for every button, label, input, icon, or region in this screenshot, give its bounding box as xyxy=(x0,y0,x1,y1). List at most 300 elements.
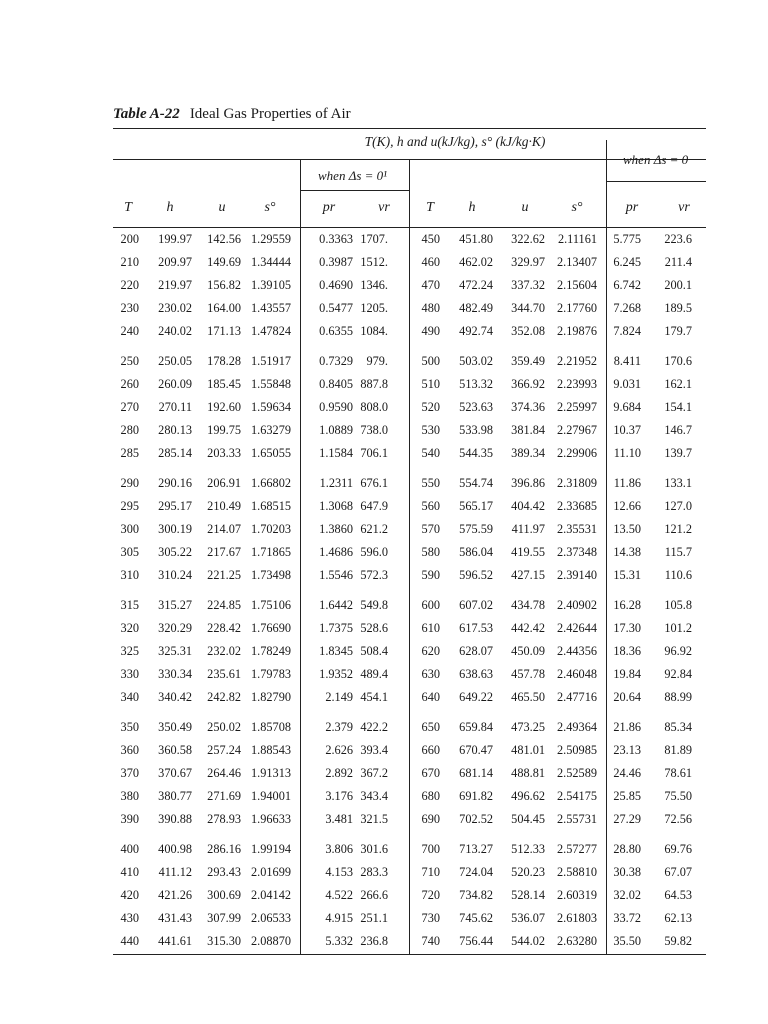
units-caption: T(K), h and u(kJ/kg), s° (kJ/kg·K) xyxy=(364,134,546,149)
table-row xyxy=(0,908,768,931)
cell-left-vr: 808.0 xyxy=(360,400,388,414)
cell-left-h: 330.34 xyxy=(158,667,192,681)
cell-left-h: 310.24 xyxy=(158,568,192,582)
cell-left-t: 300 xyxy=(120,522,139,536)
cell-left-t: 230 xyxy=(120,301,139,315)
cell-right-t: 590 xyxy=(421,568,440,582)
cell-right-pr: 33.72 xyxy=(613,911,641,925)
cell-right-h: 649.22 xyxy=(459,690,493,704)
cell-right-h: 523.63 xyxy=(459,400,493,414)
cell-left-pr: 1.6442 xyxy=(319,598,353,612)
cell-right-t: 650 xyxy=(421,720,440,734)
cell-left-t: 280 xyxy=(120,423,139,437)
cell-right-s: 2.13407 xyxy=(557,255,597,269)
cell-right-pr: 11.86 xyxy=(613,476,641,490)
cell-right-u: 329.97 xyxy=(511,255,545,269)
row-group xyxy=(0,717,768,839)
cell-left-vr: 266.6 xyxy=(360,888,388,902)
cell-left-u: 224.85 xyxy=(207,598,241,612)
cell-right-pr: 13.50 xyxy=(613,522,641,536)
cell-right-u: 389.34 xyxy=(511,446,545,460)
cell-left-t: 200 xyxy=(120,232,139,246)
cell-left-h: 260.09 xyxy=(158,377,192,391)
cell-left-s: 1.66802 xyxy=(251,476,291,490)
cell-left-t: 380 xyxy=(120,789,139,803)
cell-right-u: 512.33 xyxy=(511,842,545,856)
cell-left-u: 214.07 xyxy=(207,522,241,536)
row-group xyxy=(0,229,768,351)
cell-left-u: 199.75 xyxy=(207,423,241,437)
cell-left-pr: 1.5546 xyxy=(319,568,353,582)
cell-right-pr: 27.29 xyxy=(613,812,641,826)
cell-left-u: 300.69 xyxy=(207,888,241,902)
cell-right-pr: 23.13 xyxy=(613,743,641,757)
cell-left-vr: 572.3 xyxy=(360,568,388,582)
table-number: Table A-22 xyxy=(113,106,180,122)
cell-right-vr: 81.89 xyxy=(664,743,692,757)
cell-right-s: 2.61803 xyxy=(557,911,597,925)
cell-right-u: 520.23 xyxy=(511,865,545,879)
cell-right-h: 472.24 xyxy=(459,278,493,292)
cell-left-u: 293.43 xyxy=(207,865,241,879)
cell-left-vr: 236.8 xyxy=(360,934,388,948)
cell-left-t: 250 xyxy=(120,354,139,368)
table-row xyxy=(0,351,768,374)
table-row xyxy=(0,542,768,565)
cell-left-h: 285.14 xyxy=(158,446,192,460)
cell-left-h: 411.12 xyxy=(158,865,192,879)
table-row xyxy=(0,740,768,763)
cell-left-t: 220 xyxy=(120,278,139,292)
cell-left-h: 320.29 xyxy=(158,621,192,635)
cell-left-u: 250.02 xyxy=(207,720,241,734)
cell-left-t: 290 xyxy=(120,476,139,490)
cell-left-vr: 647.9 xyxy=(360,499,388,513)
cell-right-t: 610 xyxy=(421,621,440,635)
cell-left-t: 210 xyxy=(120,255,139,269)
cell-right-vr: 170.6 xyxy=(664,354,692,368)
cell-right-s: 2.33685 xyxy=(557,499,597,513)
cell-left-t: 295 xyxy=(120,499,139,513)
cell-left-s: 1.76690 xyxy=(251,621,291,635)
cell-right-pr: 14.38 xyxy=(613,545,641,559)
cell-left-t: 310 xyxy=(120,568,139,582)
cell-left-h: 270.11 xyxy=(158,400,192,414)
cell-right-t: 620 xyxy=(421,644,440,658)
cell-right-t: 740 xyxy=(421,934,440,948)
cell-right-h: 638.63 xyxy=(459,667,493,681)
cell-left-s: 1.70203 xyxy=(251,522,291,536)
cell-right-s: 2.21952 xyxy=(557,354,597,368)
cell-right-t: 670 xyxy=(421,766,440,780)
cell-right-h: 670.47 xyxy=(459,743,493,757)
cell-right-vr: 127.0 xyxy=(664,499,692,513)
table-name: Ideal Gas Properties of Air xyxy=(189,106,351,122)
cell-left-t: 320 xyxy=(120,621,139,635)
cell-right-pr: 16.28 xyxy=(613,598,641,612)
cell-right-pr: 17.30 xyxy=(613,621,641,635)
cell-left-s: 1.47824 xyxy=(251,324,291,338)
col-head-u-right: u xyxy=(521,200,529,215)
cell-left-u: 171.13 xyxy=(207,324,241,338)
cell-right-pr: 30.38 xyxy=(613,865,641,879)
cell-right-s: 2.57277 xyxy=(557,842,597,856)
cell-right-u: 337.32 xyxy=(511,278,545,292)
cell-left-pr: 2.379 xyxy=(325,720,353,734)
cell-right-s: 2.11161 xyxy=(557,232,597,246)
cell-right-u: 488.81 xyxy=(511,766,545,780)
cell-left-t: 240 xyxy=(120,324,139,338)
cell-left-u: 242.82 xyxy=(207,690,241,704)
cell-left-h: 360.58 xyxy=(158,743,192,757)
cell-right-vr: 179.7 xyxy=(664,324,692,338)
table-row xyxy=(0,420,768,443)
cell-right-u: 544.02 xyxy=(511,934,545,948)
table-row xyxy=(0,229,768,252)
cell-left-pr: 0.8405 xyxy=(319,377,353,391)
cell-right-pr: 8.411 xyxy=(613,354,641,368)
isentropic-rule-right xyxy=(606,181,706,182)
cell-left-pr: 0.3987 xyxy=(319,255,353,269)
cell-left-s: 1.91313 xyxy=(251,766,291,780)
cell-right-t: 730 xyxy=(421,911,440,925)
cell-left-s: 1.68515 xyxy=(251,499,291,513)
cell-right-u: 504.45 xyxy=(511,812,545,826)
cell-left-h: 400.98 xyxy=(158,842,192,856)
row-group xyxy=(0,839,768,961)
cell-right-t: 700 xyxy=(421,842,440,856)
cell-right-s: 2.15604 xyxy=(557,278,597,292)
cell-left-u: 178.28 xyxy=(207,354,241,368)
cell-left-h: 209.97 xyxy=(158,255,192,269)
cell-left-pr: 0.6355 xyxy=(319,324,353,338)
cell-left-t: 400 xyxy=(120,842,139,856)
cell-right-vr: 88.99 xyxy=(664,690,692,704)
cell-left-t: 360 xyxy=(120,743,139,757)
cell-left-pr: 1.8345 xyxy=(319,644,353,658)
cell-left-vr: 489.4 xyxy=(360,667,388,681)
cell-left-vr: 1084. xyxy=(360,324,388,338)
cell-left-t: 340 xyxy=(120,690,139,704)
cell-left-t: 390 xyxy=(120,812,139,826)
cell-left-u: 217.67 xyxy=(207,545,241,559)
cell-left-vr: 1707. xyxy=(360,232,388,246)
cell-right-vr: 92.84 xyxy=(664,667,692,681)
cell-left-vr: 738.0 xyxy=(360,423,388,437)
cell-left-u: 206.91 xyxy=(207,476,241,490)
cell-right-s: 2.54175 xyxy=(557,789,597,803)
isentropic-rule-left xyxy=(300,190,409,191)
table-row xyxy=(0,641,768,664)
cell-right-u: 411.97 xyxy=(511,522,545,536)
col-head-u: u xyxy=(218,200,226,215)
cell-right-vr: 67.07 xyxy=(664,865,692,879)
cell-left-u: 210.49 xyxy=(207,499,241,513)
cell-right-vr: 110.6 xyxy=(664,568,692,582)
cell-left-vr: 283.3 xyxy=(360,865,388,879)
cell-left-t: 270 xyxy=(120,400,139,414)
cell-left-u: 235.61 xyxy=(207,667,241,681)
cell-right-vr: 62.13 xyxy=(664,911,692,925)
table-row xyxy=(0,473,768,496)
cell-left-vr: 1512. xyxy=(360,255,388,269)
cell-left-u: 221.25 xyxy=(207,568,241,582)
col-head-T: T xyxy=(124,200,132,215)
cell-left-vr: 528.6 xyxy=(360,621,388,635)
cell-right-vr: 59.82 xyxy=(664,934,692,948)
cell-left-s: 1.43557 xyxy=(251,301,291,315)
cell-right-u: 322.62 xyxy=(511,232,545,246)
cell-right-vr: 121.2 xyxy=(664,522,692,536)
cell-left-vr: 887.8 xyxy=(360,377,388,391)
cell-right-vr: 96.92 xyxy=(664,644,692,658)
cell-left-t: 350 xyxy=(120,720,139,734)
cell-right-u: 404.42 xyxy=(511,499,545,513)
cell-left-vr: 251.1 xyxy=(360,911,388,925)
cell-left-h: 290.16 xyxy=(158,476,192,490)
cell-left-pr: 1.2311 xyxy=(319,476,353,490)
cell-left-h: 280.13 xyxy=(158,423,192,437)
cell-left-pr: 1.3068 xyxy=(319,499,353,513)
cell-left-vr: 621.2 xyxy=(360,522,388,536)
col-head-vr: vr xyxy=(378,200,390,215)
cell-right-vr: 133.1 xyxy=(664,476,692,490)
row-group xyxy=(0,351,768,473)
cell-right-pr: 25.85 xyxy=(613,789,641,803)
cell-left-s: 2.06533 xyxy=(251,911,291,925)
cell-right-pr: 9.684 xyxy=(613,400,641,414)
cell-left-vr: 979. xyxy=(366,354,388,368)
cell-right-vr: 189.5 xyxy=(664,301,692,315)
cell-left-u: 271.69 xyxy=(207,789,241,803)
cell-right-vr: 101.2 xyxy=(664,621,692,635)
cell-left-h: 230.02 xyxy=(158,301,192,315)
cell-left-h: 390.88 xyxy=(158,812,192,826)
cell-right-vr: 85.34 xyxy=(664,720,692,734)
cell-left-s: 1.39105 xyxy=(251,278,291,292)
cell-right-h: 617.53 xyxy=(459,621,493,635)
cell-right-t: 680 xyxy=(421,789,440,803)
cell-left-t: 330 xyxy=(120,667,139,681)
cell-right-h: 533.98 xyxy=(459,423,493,437)
table-row xyxy=(0,252,768,275)
cell-right-pr: 12.66 xyxy=(613,499,641,513)
cell-right-u: 481.01 xyxy=(511,743,545,757)
cell-left-pr: 2.626 xyxy=(325,743,353,757)
cell-right-pr: 32.02 xyxy=(613,888,641,902)
cell-left-s: 1.65055 xyxy=(251,446,291,460)
cell-left-pr: 0.9590 xyxy=(319,400,353,414)
row-group xyxy=(0,595,768,717)
cell-right-s: 2.58810 xyxy=(557,865,597,879)
cell-right-t: 500 xyxy=(421,354,440,368)
cell-left-vr: 422.2 xyxy=(360,720,388,734)
cell-right-h: 565.17 xyxy=(459,499,493,513)
cell-right-t: 550 xyxy=(421,476,440,490)
cell-right-u: 352.08 xyxy=(511,324,545,338)
cell-left-h: 295.17 xyxy=(158,499,192,513)
cell-left-pr: 0.3363 xyxy=(319,232,353,246)
cell-right-pr: 15.31 xyxy=(613,568,641,582)
cell-right-vr: 105.8 xyxy=(664,598,692,612)
cell-right-u: 374.36 xyxy=(511,400,545,414)
cell-right-pr: 35.50 xyxy=(613,934,641,948)
col-head-pr: pr xyxy=(322,200,336,215)
cell-left-h: 431.43 xyxy=(158,911,192,925)
cell-right-t: 480 xyxy=(421,301,440,315)
cell-left-pr: 1.1584 xyxy=(319,446,353,460)
cell-left-h: 350.49 xyxy=(158,720,192,734)
cell-left-t: 410 xyxy=(120,865,139,879)
col-head-T-right: T xyxy=(426,200,434,215)
cell-right-t: 640 xyxy=(421,690,440,704)
cell-left-s: 2.01699 xyxy=(251,865,291,879)
cell-left-u: 315.30 xyxy=(207,934,241,948)
cell-right-u: 496.62 xyxy=(511,789,545,803)
cell-left-h: 300.19 xyxy=(158,522,192,536)
cell-right-t: 560 xyxy=(421,499,440,513)
cell-right-vr: 223.6 xyxy=(664,232,692,246)
cell-left-pr: 1.4686 xyxy=(319,545,353,559)
cell-right-t: 470 xyxy=(421,278,440,292)
cell-right-u: 396.86 xyxy=(511,476,545,490)
cell-left-s: 1.82790 xyxy=(251,690,291,704)
cell-right-pr: 21.86 xyxy=(613,720,641,734)
cell-right-h: 596.52 xyxy=(459,568,493,582)
cell-right-t: 710 xyxy=(421,865,440,879)
cell-left-pr: 4.915 xyxy=(325,911,353,925)
cell-right-t: 690 xyxy=(421,812,440,826)
table-row xyxy=(0,664,768,687)
table-row xyxy=(0,687,768,710)
cell-right-h: 724.04 xyxy=(459,865,493,879)
cell-right-s: 2.40902 xyxy=(557,598,597,612)
cell-left-u: 228.42 xyxy=(207,621,241,635)
cell-right-s: 2.55731 xyxy=(557,812,597,826)
cell-right-h: 462.02 xyxy=(459,255,493,269)
cell-left-pr: 0.4690 xyxy=(319,278,353,292)
cell-right-u: 473.25 xyxy=(511,720,545,734)
cell-left-pr: 5.332 xyxy=(325,934,353,948)
cell-right-u: 427.15 xyxy=(511,568,545,582)
cell-right-pr: 11.10 xyxy=(613,446,641,460)
cell-right-vr: 162.1 xyxy=(664,377,692,391)
cell-right-pr: 7.824 xyxy=(613,324,641,338)
cell-right-s: 2.17760 xyxy=(557,301,597,315)
cell-left-u: 264.46 xyxy=(207,766,241,780)
cell-right-pr: 24.46 xyxy=(613,766,641,780)
cell-left-vr: 706.1 xyxy=(360,446,388,460)
cell-right-t: 660 xyxy=(421,743,440,757)
cell-right-h: 702.52 xyxy=(459,812,493,826)
cell-left-pr: 2.892 xyxy=(325,766,353,780)
cell-left-u: 278.93 xyxy=(207,812,241,826)
cell-left-t: 325 xyxy=(120,644,139,658)
table-row xyxy=(0,321,768,344)
cell-right-h: 586.04 xyxy=(459,545,493,559)
cell-right-h: 482.49 xyxy=(459,301,493,315)
cell-right-pr: 10.37 xyxy=(613,423,641,437)
cell-right-pr: 18.36 xyxy=(613,644,641,658)
cell-left-h: 315.27 xyxy=(158,598,192,612)
cell-right-t: 510 xyxy=(421,377,440,391)
cell-right-u: 457.78 xyxy=(511,667,545,681)
cell-left-vr: 454.1 xyxy=(360,690,388,704)
cell-left-vr: 1346. xyxy=(360,278,388,292)
cell-left-vr: 321.5 xyxy=(360,812,388,826)
cell-right-t: 520 xyxy=(421,400,440,414)
cell-right-pr: 28.80 xyxy=(613,842,641,856)
cell-right-s: 2.23993 xyxy=(557,377,597,391)
cell-left-vr: 343.4 xyxy=(360,789,388,803)
col-head-h: h xyxy=(166,200,174,215)
cell-right-s: 2.37348 xyxy=(557,545,597,559)
cell-left-vr: 676.1 xyxy=(360,476,388,490)
cell-left-pr: 1.7375 xyxy=(319,621,353,635)
table-row xyxy=(0,298,768,321)
cell-left-s: 1.71865 xyxy=(251,545,291,559)
cell-right-h: 681.14 xyxy=(459,766,493,780)
table-title xyxy=(113,106,351,123)
cell-left-t: 285 xyxy=(120,446,139,460)
cell-left-s: 1.75106 xyxy=(251,598,291,612)
cell-right-s: 2.27967 xyxy=(557,423,597,437)
isentropic-note-left: when Δs = 0¹ xyxy=(318,168,388,183)
col-head-s: s° xyxy=(264,200,276,215)
cell-right-pr: 7.268 xyxy=(613,301,641,315)
cell-right-t: 490 xyxy=(421,324,440,338)
table-row xyxy=(0,786,768,809)
row-group xyxy=(0,473,768,595)
cell-left-pr: 0.7329 xyxy=(319,354,353,368)
cell-left-h: 370.67 xyxy=(158,766,192,780)
cell-left-s: 1.79783 xyxy=(251,667,291,681)
cell-left-h: 219.97 xyxy=(158,278,192,292)
cell-left-h: 250.05 xyxy=(158,354,192,368)
cell-right-vr: 146.7 xyxy=(664,423,692,437)
table-row xyxy=(0,496,768,519)
table-row xyxy=(0,839,768,862)
cell-left-s: 1.85708 xyxy=(251,720,291,734)
cell-left-s: 2.08870 xyxy=(251,934,291,948)
cell-right-u: 465.50 xyxy=(511,690,545,704)
table-row xyxy=(0,397,768,420)
cell-right-s: 2.29906 xyxy=(557,446,597,460)
top-rule xyxy=(113,128,706,129)
cell-right-h: 691.82 xyxy=(459,789,493,803)
cell-left-vr: 1205. xyxy=(360,301,388,315)
cell-right-h: 554.74 xyxy=(459,476,493,490)
cell-left-s: 1.94001 xyxy=(251,789,291,803)
cell-left-h: 325.31 xyxy=(158,644,192,658)
cell-right-t: 450 xyxy=(421,232,440,246)
table-row xyxy=(0,374,768,397)
cell-right-vr: 154.1 xyxy=(664,400,692,414)
cell-left-u: 257.24 xyxy=(207,743,241,757)
cell-left-pr: 1.9352 xyxy=(319,667,353,681)
table-row xyxy=(0,862,768,885)
cell-left-vr: 301.6 xyxy=(360,842,388,856)
cell-right-vr: 115.7 xyxy=(664,545,692,559)
table-row xyxy=(0,717,768,740)
cell-right-h: 513.32 xyxy=(459,377,493,391)
cell-right-t: 540 xyxy=(421,446,440,460)
table-row xyxy=(0,618,768,641)
cell-left-u: 142.56 xyxy=(207,232,241,246)
cell-right-s: 2.39140 xyxy=(557,568,597,582)
cell-right-h: 451.80 xyxy=(459,232,493,246)
cell-left-pr: 1.0889 xyxy=(319,423,353,437)
